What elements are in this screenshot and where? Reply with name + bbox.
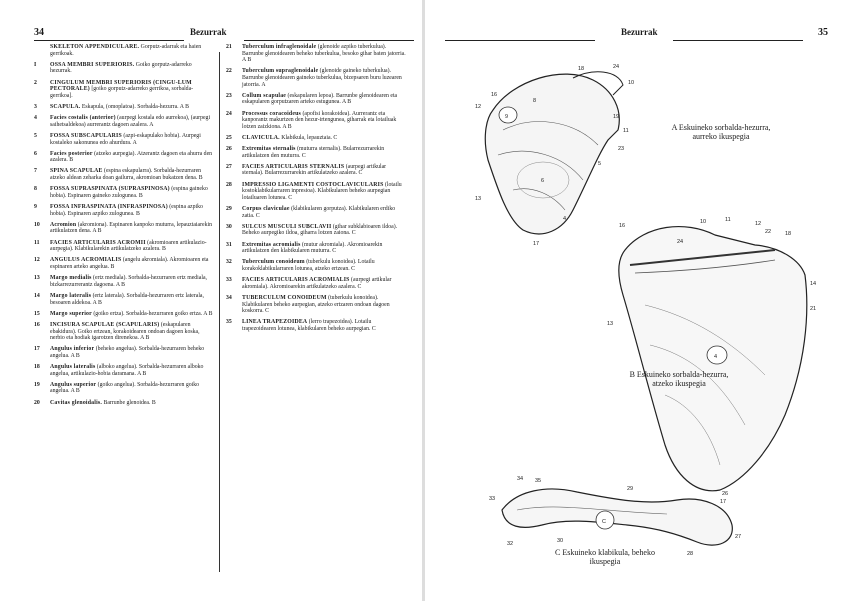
entry-term: Facies posterior [50,150,93,157]
entry-number: 34 [226,294,232,301]
entry-definition: (tuberkulu konoidea). Klabikularen beheko aurpegian, atzeko ertzaren ondoan dagoen koskorra. C [242,294,390,315]
glossary-entry [34,346,214,359]
entry-number: 35 [226,319,232,326]
entry-number: 24 [226,110,232,117]
entry-definition: (glenoide azpiko tuberkulua). Barrunbe glenoidearen beheko tuberkulua, besoko gihar baten jatorria. A B [242,44,406,64]
entry-definition: (azpi-eskapulako hobia). Aurpegi kostaleko sakonunea edo ahurdura. A [50,132,201,146]
entry-definition: (beheko angelua). Sorbalda-hezurraren beheko angelua. A B [50,346,205,359]
glossary-entry [34,44,214,57]
entry-term: CLAVICULA. [242,134,280,141]
entry-number: 23 [226,92,232,99]
entry-term: Tuberculum conoideum [242,259,305,266]
fig-a-label: 6 [541,178,545,184]
fig-c-label: 27 [735,534,742,540]
entry-number: 22 [226,68,232,75]
entry-number: 27 [226,163,232,170]
fig-a-label: 11 [623,128,629,134]
entry-number: 19 [34,381,40,388]
glossary-entry [34,257,214,270]
entry-term: Processus coracoideus [242,110,301,117]
glossary-entry [34,62,214,75]
fig-c-label: 30 [557,538,564,544]
glossary-entry [34,186,214,199]
glossary-entry [34,168,214,181]
header-rule-left-b [244,40,414,41]
entry-number: 28 [226,181,232,188]
entry-definition: (espina azpiko hobia). Espinaren azpiko zulogunea. B [50,204,203,217]
fig-b-label: 16 [619,223,626,229]
entry-definition: (aurpegi artikular akromiala). Akromioarekin artikulatzeko azalera. C [242,277,392,290]
entry-definition: (angelu akromiala). Akromioaren eta espinaren arteko angelua. B [50,257,209,270]
fig-c-label: 26 [722,491,729,497]
entry-term: Angulus lateralis [50,364,96,371]
entry-definition: (eskapularen lepoa). Barrunbe glenoidearen eta eskapularen gorputzaren arteko estugunea. A B [242,92,398,106]
glossary-entry [226,135,406,142]
entry-definition: Klabikula, lepauztaia. C [279,134,338,141]
fig-b-label: 4 [714,354,718,360]
caption-figure-b: B Eskuineko sorbalda-hezurra, atzeko ikuspegia [629,370,729,388]
fig-c-label: C [602,519,606,525]
glossary-entry [226,224,406,237]
entry-definition: Gorputz-adarrak eta haien gerrikoak. [50,44,202,57]
entry-definition: (goiko angelua). Sorbalda-hezurraren goiko angelua. A B [50,381,200,395]
entry-number: 25 [226,134,232,141]
glossary-entry [34,275,214,288]
fig-b-label: 11 [725,217,731,223]
entry-term: Corpus claviculae [242,206,290,213]
entry-number: 7 [34,168,37,175]
caption-figure-a: A Eskuineko sorbalda-hezurra, aurreko ikuspegia [671,123,771,141]
entry-number: 31 [226,241,232,248]
glossary-entry [34,311,214,318]
entry-term: Margo superior [50,310,92,317]
entry-term: Margo medialis [50,275,92,282]
fig-b-label: 21 [810,306,817,312]
glossary-entry [34,80,214,100]
fig-a-label: 9 [505,114,509,120]
fig-a-label: 17 [533,241,540,247]
entry-term: Extremitas sternalis [242,146,296,153]
entry-definition: (akromioaren artikulazio-aurpegia). Klabikularekin artikulatzeko azalera. B [50,239,207,253]
glossary-entry [226,319,406,332]
entry-definition: (ertz mediala). Sorbalda-hezurraren ertz mediala, bizkarrezurrerantz dagoena. A B [50,275,207,288]
fig-a-label: 12 [475,104,482,110]
entry-number: 20 [34,399,40,406]
figure-b-scapula-posterior [605,205,835,505]
header-rule-right-a [445,40,595,41]
entry-definition: (lotailu kostoklabikularraren inpresioa). Klabikularen beheko aurpegian lotailuaren lotunea. C [242,181,402,201]
entry-term: SKELETON APPENDICULARE. [50,44,140,50]
glossary-entry [34,382,214,395]
entry-definition: (muturra sternalis). Bularrezurrarekin artikulatzen den muturra. C [242,146,385,159]
glossary-entry [34,204,214,217]
entry-number: 18 [34,364,40,371]
entry-number: 26 [226,146,232,153]
entry-definition: (aurpegi kostala edo aurrekoa), (aurpegi saihetsaldekoa) aurrerantz dagoen azalera. A [50,115,211,128]
entry-definition: (akromiona). Espinaren kanpoko muturra, lepauztaiarekin artikulatzen dena. A B [50,221,212,235]
glossary-entry [226,277,406,290]
column-divider [219,52,220,572]
entry-number: 8 [34,186,37,193]
entry-term: Margo lateralis [50,292,92,299]
entry-definition: (gihar subklabioaren ildoa). Beheko aurpegiko ildoa, giharra lotzen zaiona. C [242,223,398,237]
entry-definition: (tuberkulu konoidea). Lotailu korakoklabikularraren lotunea, atzeko ertzean. C [242,259,375,272]
entry-number: 33 [226,277,232,284]
entry-number: 3 [34,103,37,110]
entry-number: 21 [226,44,232,50]
entry-term: TUBERCULUM CONOIDEUM [242,294,327,301]
entry-number: 29 [226,206,232,213]
entry-number: 2 [34,79,37,86]
figure-c-clavicle [487,470,747,560]
running-head-right: Bezurrak [621,27,658,37]
entry-definition: (alboko angelua). Sorbalda-hezurraren alboko angelua, artikulazio-hobia daramana. A B [50,364,204,377]
fig-c-label: 32 [507,541,514,547]
page-number-left: 34 [34,27,44,38]
fig-b-label: 22 [765,229,772,235]
entry-term: FACIES ARTICULARIS ACROMII [50,239,146,246]
entry-term: INCISURA SCAPULAE (SCAPULARIS) [50,321,160,328]
entry-term: SPINA SCAPULAE [50,168,103,175]
fig-b-label: 17 [720,499,727,505]
entry-term: Angulus inferior [50,346,95,353]
entry-number: 16 [34,321,40,328]
fig-b-label: 24 [677,239,684,245]
entry-number: 9 [34,204,37,211]
entry-term: Tuberculum infraglenoidale [242,44,317,50]
entry-number: 15 [34,310,40,317]
header-rule-left-a [34,40,184,41]
fig-a-label: 5 [598,161,602,167]
fig-b-label: 14 [810,281,817,287]
entry-term: Acromion [50,221,77,228]
fig-c-label: 28 [687,551,694,557]
entry-definition: (apofisi korakoidea). Aurrerantz eta kanporantz makurtzen den hezur-irtengunea, giharrak eta lotailuak lotzen zaizkiona. A B [242,110,397,130]
caption-figure-c: C Eskuineko klabikula, beheko ikuspegia [555,548,655,566]
header-rule-right-b [673,40,803,41]
entry-number: 12 [34,257,40,264]
entry-number: 14 [34,292,40,299]
entry-definition: (espina gaineko hobia). Espinaren gaineko zulogunea. B [50,186,208,199]
entry-number: 11 [34,239,40,246]
fig-a-label: 19 [613,114,620,120]
fig-a-label: 4 [563,216,567,222]
entry-definition: Barrunbe glenoidea. B [102,399,156,406]
glossary-entry [226,242,406,255]
running-head-left: Bezurrak [190,27,227,37]
right-page [425,0,848,601]
entry-term: Extremitas acromialis [242,241,301,248]
fig-b-label: 18 [785,231,792,237]
fig-b-label: 13 [607,321,614,327]
entry-definition: (lerro trapezoidea). Lotailu trapezoidearen lotunea, klabikularen beheko aurpegian. C [242,319,376,332]
fig-a-label: 18 [578,66,585,72]
glossary-entry [34,364,214,377]
entry-definition: (ertz laterala). Sorbalda-hezurraren ertz laterala, besoaren aldekoa. A B [50,292,204,306]
entry-term: FACIES ARTICULARIS ACROMIALIS [242,277,350,284]
entry-definition: (mutur akromiala). Akromioarekin artikulatzen den klabikularen muturra. C [242,241,383,255]
glossary-entry [34,240,214,253]
fig-a-label: 24 [613,64,620,70]
fig-c-label: 34 [517,476,524,482]
glossary-entry [226,259,406,272]
glossary-entry [226,111,406,131]
entry-term: LINEA TRAPEZOIDEA [242,319,308,326]
entry-definition: (eskapularen ebakidura). Goiko ertzean, korakoidearen ondoan dagoen koska, nerbio eta hodiak igarotzen direnekoa. A B [50,321,200,342]
glossary-column-b [226,44,406,337]
glossary-entry [226,164,406,177]
entry-number: 4 [34,115,37,122]
entry-term: FOSSA SUPRASPINATA (SUPRASPINOSA) [50,186,170,193]
fig-c-label: 33 [489,496,496,502]
glossary-entry [34,151,214,164]
entry-number: 30 [226,223,232,230]
glossary-entry [226,182,406,202]
entry-definition: (goiko ertza). Sorbalda-hezurraren goiko ertza. A B [91,310,213,317]
entry-number: I [34,61,37,68]
glossary-entry [34,222,214,235]
entry-definition: (glenoide gaineko tuberkulua). Barrunbe glenoidearen gaineko tuberkulua, bizepsaren buru luzearen jatorria. A [242,68,402,88]
entry-definition: (aurpegi artikular sternala). Bularrezurrarekin artikulatzeko azalera. C [242,163,387,177]
glossary-entry [34,293,214,306]
glossary-entry [226,146,406,159]
entry-number: 6 [34,150,37,157]
glossary-column-a [34,44,214,411]
fig-a-label: 13 [475,196,482,202]
entry-definition: (klabikularen gorputza). Klabikularen erdiko zatia. C [242,206,396,219]
entry-number: 17 [34,346,40,353]
entry-term: FOSSA INFRASPINATA (INFRASPINOSA) [50,204,168,211]
glossary-entry [34,133,214,146]
entry-term: Cavitas glenoidalis. [50,399,102,406]
entry-term: SCAPULA. [50,103,81,110]
fig-b-label: 10 [700,219,707,225]
glossary-entry [226,93,406,106]
entry-term: FOSSA SUBSCAPULARIS [50,132,122,139]
glossary-entry [34,400,214,407]
entry-number: 13 [34,275,40,282]
entry-definition: Eskapula, (omoplatoa). Sorbalda-hezurra. A B [80,103,189,110]
left-page [0,0,423,601]
glossary-entry [226,206,406,219]
entry-definition: [goiko gorputz-adarreko gerrikoa, sorbalda-gerrikoa]. [50,86,194,99]
entry-term: OSSA MEMBRI SUPERIORIS. [50,61,135,68]
fig-c-label: 29 [627,486,634,492]
entry-number: 32 [226,259,232,266]
fig-a-label: 16 [491,92,498,98]
entry-definition: Goiko gorputz-adarreko hezurrak. [50,61,192,75]
glossary-entry [226,295,406,315]
entry-term: IMPRESSIO LIGAMENTI COSTOCLAVICULARIS [242,181,384,188]
fig-a-label: 23 [618,146,625,152]
glossary-entry [34,115,214,128]
entry-term: FACIES ARTICULARIS STERNALIS [242,163,345,170]
glossary-entry [226,44,406,64]
entry-term: SULCUS MUSCULI SUBCLAVII [242,223,332,230]
entry-number: 10 [34,221,40,228]
glossary-entry [34,104,214,111]
fig-c-label: 35 [535,478,542,484]
entry-term: Angulus superior [50,381,97,388]
entry-definition: (espina eskapularra). Sorbalda-hezurraren atzeko aldean zeharka doan gailurra, akromioan bukatzen dena. B [50,168,203,182]
entry-term: CINGULUM MEMBRI SUPERIORIS (CINGU-LUM PECTORALE) [50,79,192,93]
fig-a-label: 8 [533,98,537,104]
fig-a-label: 10 [628,80,635,86]
page-number-right: 35 [818,27,828,38]
glossary-entry [34,322,214,342]
entry-term: ANGULUS ACROMIALIS [50,257,122,264]
glossary-entry [226,68,406,88]
fig-b-label: 12 [755,221,762,227]
entry-term: Tuberculum supraglenoidale [242,68,319,75]
entry-term: Facies costalis (anterior) [50,115,116,122]
entry-definition: (atzeko aurpegia). Atzerantz dagoen eta ahurra den azalera. B [50,150,213,164]
entry-term: Collum scapulae [242,92,287,99]
entry-number: 5 [34,132,37,139]
